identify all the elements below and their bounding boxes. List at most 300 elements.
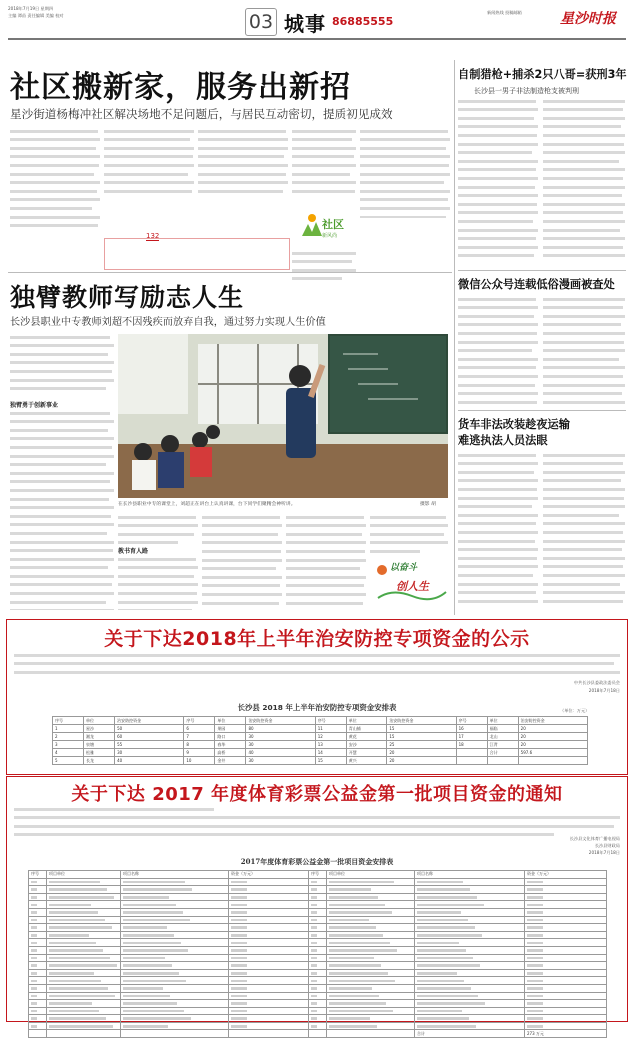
table-cell [121,954,229,962]
cell-placeholder [231,987,247,990]
table-cell [525,886,607,894]
cell-placeholder [329,934,383,937]
cell-placeholder [329,896,378,899]
table-cell [415,1000,525,1008]
classroom-photo [118,334,448,498]
cell-placeholder [49,980,101,983]
cell-placeholder [417,934,482,937]
table-cell: 40 [246,749,315,757]
table-cell [47,893,121,901]
th: 序号 [309,871,327,879]
struggle-logo-line2: 创人生 [396,580,429,593]
th: 单位 [215,717,246,725]
table-cell [229,977,309,985]
table-cell [415,924,525,932]
table-cell [525,969,607,977]
table-cell [47,908,121,916]
table-cell: 11 [315,725,346,733]
table-cell: 16 [456,725,487,733]
cell-placeholder [49,1017,106,1020]
cell-placeholder [231,904,247,907]
cell-placeholder [527,1002,543,1005]
cell-placeholder [49,957,110,960]
cell-placeholder [329,1017,370,1020]
cell-placeholder [49,987,108,990]
cell-placeholder [329,904,385,907]
table-row [53,725,588,733]
cell-placeholder [417,919,468,922]
th: 序号 [184,717,215,725]
table-row [29,992,607,1000]
cell-placeholder [231,964,247,967]
table-cell: 福临 [487,725,518,733]
table-cell: 春华 [215,741,246,749]
cell-placeholder [49,934,89,937]
cell-placeholder [417,972,457,975]
lead-body-col4b [292,250,356,280]
table-cell: 20 [518,741,587,749]
table-cell [229,1007,309,1015]
cell-placeholder [31,987,37,990]
cell-placeholder [329,911,392,914]
cell-placeholder [311,980,317,983]
cell-placeholder [123,881,185,884]
notice2-date: 2018年7月18日 [588,850,620,855]
cell-placeholder [123,942,181,945]
table-cell: 60 [115,733,184,741]
cell-placeholder [31,980,37,983]
cell-placeholder [329,964,381,967]
table-cell: 1 [53,725,84,733]
table-cell [121,946,229,954]
table-row [53,733,588,741]
table-cell [309,954,327,962]
table-cell [309,916,327,924]
right-story-b-title: 微信公众号连载低俗漫画被查处 [458,278,615,291]
right-story-c-title1: 货车非法改装趁夜运输 [458,418,570,431]
table-cell: 55 [115,741,184,749]
cell-placeholder [527,896,543,899]
cell-placeholder [31,995,37,998]
table-cell [229,886,309,894]
table-cell: 松雅 [84,749,115,757]
table-cell: 20 [518,733,587,741]
cell-placeholder [31,934,37,937]
cell-placeholder [311,934,317,937]
table-cell [29,1007,47,1015]
table-row [29,939,607,947]
th: 序号 [456,717,487,725]
table-cell: 30 [115,749,184,757]
th: 单位 [84,717,115,725]
lead-subtitle: 星沙街道杨梅冲社区解决场地不足问题后，与居民互动密切，提质初见成效 [10,107,393,121]
cell-placeholder [527,926,543,929]
cell-placeholder [31,926,37,929]
cell-placeholder [311,964,317,967]
table-cell [525,992,607,1000]
cell-placeholder [231,942,247,945]
page-number: 03 [245,8,277,36]
table-cell [327,924,415,932]
table-row [29,954,607,962]
cell-placeholder [527,964,543,967]
cell-placeholder [311,911,317,914]
table-cell [29,962,47,970]
cell-placeholder [329,1025,377,1028]
table-cell [29,977,47,985]
cell-placeholder [123,949,188,952]
cell-placeholder [123,926,167,929]
cell-placeholder [49,881,100,884]
table-cell [327,916,415,924]
table-cell [47,962,121,970]
table-cell [47,954,121,962]
th: 项目名称 [415,871,525,879]
table-cell: 40 [115,757,184,765]
table-cell [415,992,525,1000]
table-cell [525,946,607,954]
cell-placeholder [417,911,461,914]
table-row [29,984,607,992]
table-row [29,901,607,909]
table-row [29,1000,607,1008]
cell-placeholder [417,888,470,891]
right-story-a-title: 自制猎枪+捕杀2只八哥=获刑3年 [458,68,627,81]
cell-placeholder [311,926,317,929]
cell-placeholder [123,995,170,998]
cell-placeholder [329,957,374,960]
cell-placeholder [417,904,484,907]
table-cell [229,878,309,886]
table-cell [415,946,525,954]
cell-placeholder [49,1010,99,1013]
story2-col2b [118,556,198,610]
story2-col1 [10,334,114,396]
cell-placeholder [329,949,397,952]
cell-placeholder [49,911,98,914]
table-cell [121,886,229,894]
table-cell [29,1015,47,1023]
th: 单位 [346,717,387,725]
cell-placeholder [49,964,117,967]
table-cell: 15 [387,733,456,741]
table-cell [47,886,121,894]
cell-placeholder [123,957,165,960]
table-cell [121,1015,229,1023]
table-cell [309,901,327,909]
table-cell [121,1007,229,1015]
cell-placeholder [311,995,317,998]
table-cell [47,901,121,909]
th: 治安防控资金 [387,717,456,725]
table-cell [327,1015,415,1023]
table-cell [415,984,525,992]
table-cell [309,931,327,939]
table-cell [47,969,121,977]
table-row [29,931,607,939]
table-cell [525,1000,607,1008]
table-cell: 14 [315,749,346,757]
table-cell [415,916,525,924]
table-cell [327,931,415,939]
table-cell: 高桥 [215,749,246,757]
table-cell: 50 [115,725,184,733]
table-row [29,1015,607,1023]
th: 项目单位 [47,871,121,879]
th: 资金（万元） [229,871,309,879]
table-cell [327,939,415,947]
table-cell [327,893,415,901]
right-story-c-col2 [543,452,625,607]
table-cell [47,931,121,939]
table-cell [309,1000,327,1008]
table-cell [525,901,607,909]
table-cell [121,969,229,977]
lead-body-col1 [10,128,100,230]
cell-placeholder [31,904,37,907]
notice1-table-title: 长沙县 2018 年上半年治安防控专项资金安排表 [237,703,397,712]
table-cell: 30 [246,741,315,749]
table-cell [229,893,309,901]
cell-placeholder [417,964,480,967]
cell-placeholder [49,972,94,975]
table-cell: 20 [387,757,456,765]
cell-placeholder [49,904,91,907]
cell-placeholder [311,1002,317,1005]
table-cell [415,969,525,977]
table-cell: 湘龙 [84,733,115,741]
cell-placeholder [31,972,37,975]
cell-placeholder [123,1002,177,1005]
table-cell [121,878,229,886]
table-cell [327,969,415,977]
table-cell [229,954,309,962]
table-cell [29,939,47,947]
editor-line: 主编 谭苗 责任编辑 美编 校对 [8,13,64,18]
cell-placeholder [417,957,473,960]
table-cell [309,939,327,947]
cell-placeholder [31,888,37,891]
notice2-signature: 长沙县文化体育广播电视局 [569,836,620,841]
cell-placeholder [311,957,317,960]
cell-placeholder [417,949,466,952]
cell-placeholder [311,1017,317,1020]
cell-placeholder [231,911,247,914]
table-cell [309,992,327,1000]
notice1-table-header [53,717,588,725]
table-cell [487,757,518,765]
cell-placeholder [49,888,107,891]
cell-placeholder [527,972,543,975]
table-cell [229,901,309,909]
table-cell [327,954,415,962]
table-cell: 30 [246,757,315,765]
table-cell: 金井 [215,757,246,765]
lead-body-col4 [292,128,356,198]
cell-placeholder [329,987,372,990]
cell-placeholder [527,911,543,914]
table-cell [47,1007,121,1015]
cell-placeholder [123,980,186,983]
table-cell: 3 [53,741,84,749]
table-cell [327,946,415,954]
cell-placeholder [231,881,247,884]
table-cell: 15 [387,725,456,733]
table-cell [121,908,229,916]
cell-placeholder [527,919,543,922]
cell-placeholder [49,995,115,998]
cell-placeholder [31,896,37,899]
table-cell [456,757,487,765]
table-row [29,1007,607,1015]
table-cell [121,984,229,992]
cell-placeholder [329,942,390,945]
th: 序号 [29,871,47,879]
th: 序号 [53,717,84,725]
cell-placeholder [311,1010,317,1013]
table-cell [327,992,415,1000]
cell-placeholder [329,972,388,975]
column-divider [454,60,455,615]
cell-placeholder [417,881,463,884]
cell-placeholder [311,881,317,884]
notice1-unit: （单位：万元） [560,708,590,713]
table-cell [327,878,415,886]
cell-placeholder [123,964,172,967]
table-row [29,924,607,932]
table-row [53,757,588,765]
cell-placeholder [123,987,163,990]
cell-placeholder [311,919,317,922]
table-cell [309,878,327,886]
table-cell: 597.6 [518,749,587,757]
table-cell [525,893,607,901]
table-cell: 2 [53,733,84,741]
cell-placeholder [123,919,190,922]
table-cell [121,916,229,924]
notice1-title: 关于下达2018年上半年治安防控专项资金的公示 [104,628,530,650]
table-cell [327,977,415,985]
table-row [29,908,607,916]
table-cell [47,924,121,932]
table-cell [415,878,525,886]
highlight-number: 132 [146,232,160,240]
table-cell [415,1015,525,1023]
table-cell [327,908,415,916]
notice2-table [28,870,607,1038]
table-cell [29,946,47,954]
cell-placeholder [311,896,317,899]
cell-placeholder [123,904,176,907]
th: 项目单位 [327,871,415,879]
cell-placeholder [527,987,543,990]
table-cell [525,1007,607,1015]
cell-placeholder [231,957,247,960]
cell-placeholder [417,896,477,899]
cell-placeholder [527,904,543,907]
logo-sub: 新风尚 [322,233,338,239]
table-cell [229,916,309,924]
cell-placeholder [123,1025,168,1028]
table-cell [229,1000,309,1008]
table-cell [229,924,309,932]
notice1-body [14,652,620,678]
table-cell: 10 [184,757,215,765]
cell-placeholder [31,919,37,922]
lead-body-col5 [360,128,450,218]
table-row [29,977,607,985]
table-cell [327,984,415,992]
cell-placeholder [49,919,105,922]
right-story-a-col2 [543,98,625,263]
table-cell [327,962,415,970]
table-cell [229,962,309,970]
table-cell [29,984,47,992]
table-cell: 北山 [487,733,518,741]
table-cell: 星沙 [84,725,115,733]
cell-placeholder [31,949,37,952]
right-rule-2 [458,410,626,411]
table-row [53,741,588,749]
th: 单位 [487,717,518,725]
cell-placeholder [123,888,192,891]
table-cell [29,901,47,909]
notice2-table-title: 2017年度体育彩票公益金第一批项目资金安排表 [240,857,394,866]
table-cell [229,969,309,977]
cell-placeholder [417,980,464,983]
table-cell: 80 [246,725,315,733]
table-cell [415,886,525,894]
hotline: 86885555 [332,15,394,28]
lead-body-col2 [104,128,194,198]
table-cell [415,1007,525,1015]
table-row [53,749,588,757]
table-cell [415,901,525,909]
table-cell [47,916,121,924]
story2-col3 [202,514,282,610]
cell-placeholder [231,995,247,998]
cell-placeholder [49,896,114,899]
right-story-b-col2 [543,296,625,406]
community-logo [296,206,356,246]
table-cell [47,878,121,886]
table-cell [525,962,607,970]
table-cell [229,931,309,939]
cell-placeholder [231,888,247,891]
table-cell: 18 [456,741,487,749]
cell-placeholder [329,881,394,884]
paper-name: 星沙时报 [560,11,616,27]
cell-placeholder [123,1010,184,1013]
table-cell [309,946,327,954]
cell-placeholder [31,1010,37,1013]
cell-placeholder [527,888,543,891]
table-cell: 5 [53,757,84,765]
cell-placeholder [417,926,475,929]
cell-placeholder [329,1010,393,1013]
story2-col5 [370,514,448,554]
cell-placeholder [49,926,112,929]
table-cell [47,1015,121,1023]
table-cell [327,1000,415,1008]
cell-placeholder [49,1025,113,1028]
table-cell: 15 [315,757,346,765]
struggle-logo-line1: 以奋斗 [390,563,418,573]
table-cell: 黄花 [346,733,387,741]
struggle-logo [372,558,450,608]
table-cell: 20 [387,749,456,757]
cell-placeholder [123,972,179,975]
